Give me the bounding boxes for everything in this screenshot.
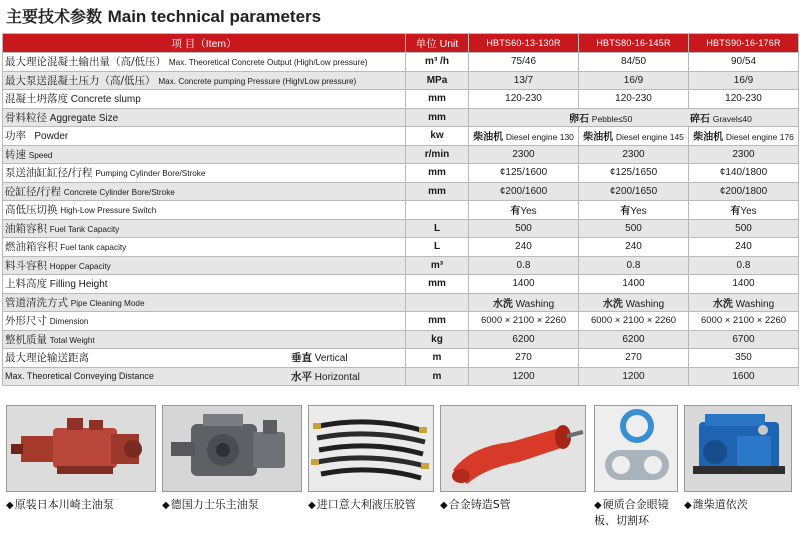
row-value: 2300 — [469, 145, 579, 164]
row-name: 料斗容积 Hopper Capacity — [3, 256, 406, 275]
row-unit — [406, 201, 469, 220]
s-pipe-image — [440, 405, 586, 492]
spec-table — [2, 33, 799, 386]
row-value: 柴油机 Diesel engine 176 — [689, 127, 799, 146]
row-value: ¢200/1650 — [579, 182, 689, 201]
header-model-1: HBTS60-13-130R — [469, 34, 579, 53]
header-model-2: HBTS80-16-145R — [579, 34, 689, 53]
row-value: 120-230 — [579, 90, 689, 109]
row-value: 240 — [579, 238, 689, 257]
row-value: 500 — [469, 219, 579, 238]
row-value: 2300 — [689, 145, 799, 164]
table-row-conveying-horizontal — [3, 367, 799, 386]
gallery-card-hoses — [308, 405, 434, 540]
gallery-card-kawasaki-pump — [6, 405, 156, 540]
row-value: 6000 × 2100 × 2260 — [579, 312, 689, 331]
row-value: 6000 × 2100 × 2260 — [469, 312, 579, 331]
row-value: 1200 — [579, 367, 689, 386]
row-unit: kg — [406, 330, 469, 349]
wear-plate-image — [594, 405, 678, 492]
row-value: 水洗 Washing — [689, 293, 799, 312]
table-row — [3, 275, 799, 294]
row-value: 500 — [689, 219, 799, 238]
table-row — [3, 293, 799, 312]
hydraulic-hoses-image — [308, 405, 434, 492]
row-name: 最大泵送混凝土压力（高/低压） Max. Concrete pumping Pressure (High/Low pressure) — [3, 71, 406, 90]
title-en: Main technical parameters — [107, 7, 322, 26]
header-item: 项 目（Item） — [3, 34, 406, 53]
row-unit: kw — [406, 127, 469, 146]
gallery-card-wear-plate — [594, 405, 678, 540]
gallery-card-s-pipe — [440, 405, 586, 540]
gallery-card-engine — [684, 405, 792, 540]
sub-label-horizontal: 水平 Horizontal — [291, 370, 360, 383]
caption: ◆合金铸造S管 — [440, 498, 511, 511]
row-value: 13/7 — [469, 71, 579, 90]
row-name: 燃油箱容积 Fuel tank capacity — [3, 238, 406, 257]
row-value-aggregate: 卵石 Pebble≤50 碎石 Gravel≤40 — [469, 108, 799, 127]
row-value: ¢140/1800 — [689, 164, 799, 183]
table-row — [3, 90, 799, 109]
table-row — [3, 182, 799, 201]
row-value: ¢125/1650 — [579, 164, 689, 183]
row-unit: MPa — [406, 71, 469, 90]
row-unit: m³ — [406, 256, 469, 275]
row-unit: L — [406, 219, 469, 238]
table-row — [3, 312, 799, 331]
row-name: 功率 Powder — [3, 127, 406, 146]
sub-label-vertical: 垂直 Vertical — [291, 352, 348, 364]
row-value: 84/50 — [579, 53, 689, 72]
table-row-conveying-vertical — [3, 349, 799, 368]
rexroth-pump-image — [162, 405, 302, 492]
row-value: ¢200/1800 — [689, 182, 799, 201]
weichai-engine-image — [684, 405, 792, 492]
row-unit — [406, 293, 469, 312]
row-name: 上料高度 Filling Height — [3, 275, 406, 294]
row-value: 有Yes — [579, 201, 689, 220]
table-row — [3, 108, 799, 127]
kawasaki-pump-image — [6, 405, 156, 492]
page-title — [6, 4, 796, 30]
caption: ◆潍柴道依茨 — [684, 498, 748, 511]
row-name: 油箱容积 Fuel Tank Capacity — [3, 219, 406, 238]
row-value: 500 — [579, 219, 689, 238]
row-unit: L — [406, 238, 469, 257]
row-value: 0.8 — [689, 256, 799, 275]
row-value: 有Yes — [689, 201, 799, 220]
row-name: 砼缸径/行程 Concrete Cylinder Bore/Stroke — [3, 182, 406, 201]
row-unit: m — [406, 367, 469, 386]
table-row — [3, 201, 799, 220]
table-row — [3, 53, 799, 72]
caption: ◆原装日本川崎主油泵 — [6, 498, 114, 511]
gallery-card-rexroth-pump — [162, 405, 302, 540]
table-row — [3, 164, 799, 183]
row-unit: mm — [406, 108, 469, 127]
row-name: 骨料粒径 Aggregate Size — [3, 108, 406, 127]
row-name: 高低压切换 High-Low Pressure Switch — [3, 201, 406, 220]
row-name: 管道清洗方式 Pipe Cleaning Mode — [3, 293, 406, 312]
row-value: 16/9 — [689, 71, 799, 90]
row-value: 120-230 — [689, 90, 799, 109]
header-model-3: HBTS90-16-176R — [689, 34, 799, 53]
row-value: 1400 — [579, 275, 689, 294]
table-row — [3, 145, 799, 164]
row-value: 柴油机 Diesel engine 145 — [579, 127, 689, 146]
row-value: 1200 — [469, 367, 579, 386]
table-row — [3, 127, 799, 146]
row-unit: mm — [406, 90, 469, 109]
row-value: 270 — [579, 349, 689, 368]
row-name: 整机质量 Total Weight — [3, 330, 406, 349]
row-value: 75/46 — [469, 53, 579, 72]
caption: ◆德国力士乐主油泵 — [162, 498, 259, 511]
row-name-conveying-en: Max. Theoretical Conveying Distance 水平 Horizontal — [3, 367, 406, 386]
row-name: 混凝土坍落度 Concrete slump — [3, 90, 406, 109]
row-unit: mm — [406, 312, 469, 331]
row-value: 柴油机 Diesel engine 130 — [469, 127, 579, 146]
row-value: 水洗 Washing — [469, 293, 579, 312]
table-row — [3, 219, 799, 238]
row-value: 1400 — [469, 275, 579, 294]
table-row — [3, 330, 799, 349]
table-row — [3, 238, 799, 257]
row-value: 水洗 Washing — [579, 293, 689, 312]
row-unit: mm — [406, 275, 469, 294]
row-value: 350 — [689, 349, 799, 368]
component-gallery — [2, 405, 798, 540]
title-zh: 主要技术参数 — [6, 7, 103, 26]
row-value: 6200 — [579, 330, 689, 349]
row-value: 6200 — [469, 330, 579, 349]
row-unit: m³ /h — [406, 53, 469, 72]
row-value: 0.8 — [579, 256, 689, 275]
row-value: 240 — [689, 238, 799, 257]
row-name: 转速 Speed — [3, 145, 406, 164]
row-name: 最大理论混凝土输出量（高/低压） Max. Theoretical Concrete Output (High/Low pressure) — [3, 53, 406, 72]
row-value: ¢125/1600 — [469, 164, 579, 183]
caption: ◆硬质合金眼镜板、切割环 — [594, 498, 669, 527]
header-unit: 单位 Unit — [406, 34, 469, 53]
row-unit: mm — [406, 182, 469, 201]
row-unit: mm — [406, 164, 469, 183]
row-unit: r/min — [406, 145, 469, 164]
row-value: 2300 — [579, 145, 689, 164]
row-value: 6700 — [689, 330, 799, 349]
row-value: 6000 × 2100 × 2260 — [689, 312, 799, 331]
row-unit: m — [406, 349, 469, 368]
row-value: 16/9 — [579, 71, 689, 90]
row-name: 外形尺寸 Dimension — [3, 312, 406, 331]
row-value: ¢200/1600 — [469, 182, 579, 201]
row-value: 90/54 — [689, 53, 799, 72]
row-value: 有Yes — [469, 201, 579, 220]
table-header-row — [3, 34, 799, 53]
row-value: 1600 — [689, 367, 799, 386]
caption: ◆进口意大利液压胶管 — [308, 498, 416, 511]
row-value: 270 — [469, 349, 579, 368]
row-value: 120-230 — [469, 90, 579, 109]
table-row — [3, 256, 799, 275]
table-row — [3, 71, 799, 90]
row-name: 泵送油缸缸径/行程 Pumping Cylinder Bore/Stroke — [3, 164, 406, 183]
row-name-conveying: 最大理论输送距离 垂直 Vertical — [3, 349, 406, 368]
row-value: 1400 — [689, 275, 799, 294]
row-value: 0.8 — [469, 256, 579, 275]
row-value: 240 — [469, 238, 579, 257]
